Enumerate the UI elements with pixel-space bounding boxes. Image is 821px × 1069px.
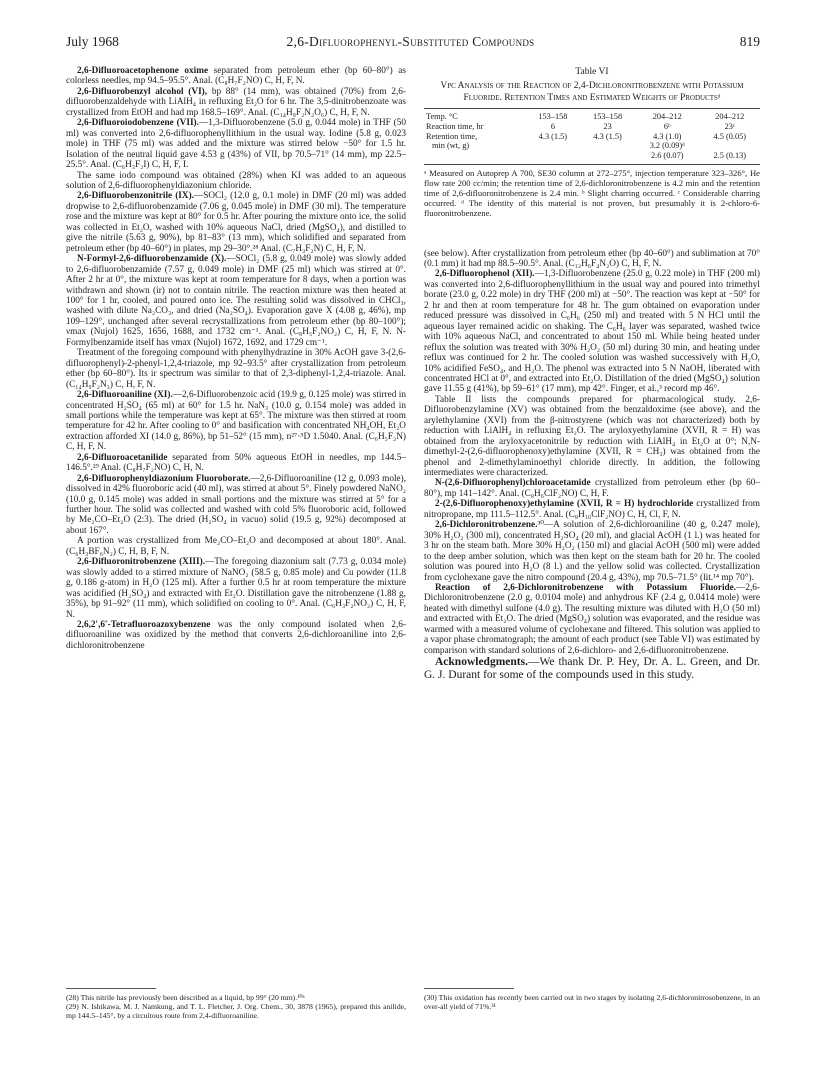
table-cell: 4.3 (1.5) [593,131,622,141]
paragraph-text: Treatment of the foregoing compound with phenylhydrazine in 30% AcOH gave 3-(2,6-difluorophenyl)-2-phenyl-1,2,4-triazole, mp 92–93.5° after crystallization from petroleum ether (bp 60–80°). Its ir spectrum was similar to that of 2,3-diphenyl-1,2,4-triazole. Anal. (C₁₄H₉F₂N₃) C, H, F, N. [66,348,406,390]
paragraph-heading: 2,6-Difluorobenzonitrile (IX). [77,191,194,202]
table-cell: 6ᵇ [663,121,671,131]
paragraph [424,269,760,394]
footnote-rule-right [424,988,514,989]
right-column-text [424,249,760,657]
table-cell: Retention time, [426,131,478,141]
paragraph-heading: N-Formyl-2,6-difluorobenzamide (X). [77,254,227,265]
table-caption: Vpc Analysis of the Reaction of 2,4-Dichloronitrobenzene with Potassium Fluoride. Retention Times and Estimated Weights of Productsᵃ [440,81,744,103]
vpc-table [424,112,760,161]
paragraph-text: —The foregoing diazonium salt (7.73 g, 0.034 mole) was slowly added to a stirred mixture of NaNO₂ (58.5 g, 0.85 mole) and Cu powder (11.8 g, 0.186 g-atom) in H₂O (125 ml). After a further 0.5 hr at room temperature the mixture was acidified (H₂SO₄) and extracted with Et₂O. Distillation gave the nitrobenzene (1.88 g, 35%), bp 91–92° (11 mm), which solidified on cooling to 0°. Anal. (C₆H₃F₂NO₂) C, H, F, N. [66,557,406,620]
footnotes-right [424,993,760,1011]
paragraph-text: The same iodo compound was obtained (28%) when KI was added to an aqueous solution of 2,6-difluorophenyldiazonium chloride. [66,170,406,191]
paragraph-text: —SOCl₂ (5.8 g, 0.049 mole) was slowly added to 2,6-difluorobenzamide (7.57 g, 0.049 mole) in DMF (25 ml) which was stirred at 0°. After 2 hr at 0°, the mixture was kept at room temperature for 8 days, when a portion was withdrawn and shown (ir) not to contain nitrile. The reaction mixture was then heated at 100° for 1 hr, cooled, and poured onto ice. The resulting solid was dissolved in CHCl₃, washed with dilute Na₂CO₃, and dried (Na₂SO₄). Evaporation gave X (4.08 g, 46%), mp 109–129°, unchanged after several recrystallizations from petroleum ether (bp 80–100°); νmax (Nujol) 1625, 1656, 1688, and 1732 cm⁻¹. Anal. (C₈H₅F₂NO₂) C, H, F, N. N-Formylbenzamide itself has νmax (Nujol) 1672, 1692, and 1729 cm⁻¹. [66,254,406,348]
paragraph-text: —SOCl₂ (12.0 g, 0.1 mole) in DMF (20 ml) was added dropwise to 2,6-difluorobenzamide (7.06 g, 0.045 mole) in DMF (30 ml). The temperature rose and the mixture was kept at 80° for 0.5 hr. After pouring the mixture onto ice, the solid was collected in Et₂O, washed with 10% aqueous NaCl, dried (MgSO₄), and distilled to give the nitrile (5.63 g, 90%), bp 81–83° (13 mm), which solidified and separated from petroleum ether (bp 40–60°) in plates, mp 29–30°.²⁸ Anal. (C₇H₃F₂N) C, H, F, N. [66,191,406,254]
paragraph-heading: 2,6-Difluoronitrobenzene (XIII). [77,557,206,568]
paragraph [66,254,406,348]
table-vi [424,66,760,219]
table-cell: 3.2 (0.09)ᵈ [649,141,685,151]
page-number: 819 [739,34,760,49]
paragraph-heading: 2,6-Difluorobenzyl alcohol (VI), [77,86,208,97]
footnotes-left [66,993,406,1021]
acknowledgments-text: —We thank Dr. P. Hey, Dr. A. L. Green, and Dr. G. J. Durant for some of the compounds used in this study. [424,656,760,682]
table-row-reaction-time [424,122,760,132]
table-cell: 4.3 (1.5) [538,131,568,141]
table-row-retention-1 [424,132,760,142]
table-cell [526,141,581,151]
table-row-temp [424,112,760,122]
paragraph [66,348,406,390]
paragraph [66,191,406,254]
paragraph [66,66,406,87]
spacer [424,219,760,249]
table-cell [580,151,635,161]
paragraph-heading: 2,6-Difluoroacetanilide [77,452,168,463]
table-title: Table VI [575,67,609,77]
paragraph [424,583,760,656]
table-row-retention-2 [424,141,760,151]
table-cell: 2.6 (0.07) [650,151,684,161]
left-column [66,66,406,651]
table-rule-top [424,108,760,109]
paragraph-text: separated from 50% aqueous EtOH in needles, mp 144.5–146.5°.²⁹ Anal. (C₈H₇F₂NO) C, H, N. [66,452,406,474]
paragraph-text: crystallized from nitropropane, mp 111.5–112.5°. Anal. (C₈H₁₀ClF₂NO) C, H, Cl, F, N. [424,499,760,520]
paragraph-text: crystallized from petroleum ether (bp 60–80°), mp 141–142°. Anal. (C₈H₆ClF₂NO) C, H, F. [424,478,760,499]
footnote: (30) This oxidation has recently been carried out in two stages by isolating 2,6-dichloronitrosobenzene, in an over-all yield of 71%.³¹ [424,993,760,1012]
footnote: (28) This nitrile has previously been described as a liquid, bp 99° (20 mm).¹⁰ᵃ [66,993,305,1002]
table-cell [580,141,635,151]
paragraph [424,499,760,520]
right-column [424,66,760,683]
paragraph-heading: 2,6,2′,6′-Tetrafluoroazoxybenzene [77,620,211,631]
acknowledgments [424,656,760,683]
table-cell [700,141,760,151]
paragraph-heading: 2,6-Difluorophenol (XII). [435,269,535,280]
paragraph-heading: 2,6-Difluorophenyldiazonium Fluoroborate. [77,473,251,484]
paragraph [66,171,406,192]
paragraph-text: (see below). After crystallization from petroleum ether (bp 40–60°) and sublimation at 70° (0.1 mm) it had mp 88.5–90.5°. Anal. (C₁₂H₆F₄N₂O) C, H, F, N. [424,248,760,269]
paragraph-text: —2,6-Dichloronitrobenzene (2.0 g, 0.0104 mole) and anhydrous KF (2.4 g, 0.0414 mole) were heated with dimethyl sulfone (4.0 g). The resulting mixture was diluted with H₂O (50 ml) and extracted with Et₂O. The dried (MgSO₄) solution was evaporated, and the residue was warmed with a measured volume of cyclohexane and filtered. This solution was applied to a vapor phase chromatograph; the amount of each product (see Table VI) was estimated by comparison with standard solutions of 2,6-dichloro- and 2,6-difluoronitrobenzene. [424,583,761,656]
table-notes: ᵃ Measured on Autoprep A 700, SE30 column at 272–275°, injection temperature 323–326°, He flow rate 200 cc/min; the retention time of 2,6-dichloronitrobenzene is 4.2 min and the retention time of 2,6-difluoronitrobenzene is 2.4 min. ᵇ Slight charring occurred. ᶜ Considerable charring occurred. ᵈ The identity of this material is not proven, but presumably it is 2-chloro-6-fluoronitrobenzene. [424,167,760,218]
paragraph-text: —1,3-Difluorobenzene (25.0 g, 0.22 mole) in THF (200 ml) was converted into 2,6-difluorophenyllithium in the usual way and poured into trimethyl borate (23.0 g, 0.22 mole) in dry THF (200 ml) at −50°. The reaction was kept at −50° for 2 hr and then at room temperature for 48 hr. The gum obtained on evaporation under reduced pressure was dissolved in C₆H₆ (250 ml) and treated with 5 N HCl until the aqueous layer remained acidic on shaking. The C₆H₆ layer was separated, washed twice with 10% aqueous NaCl, and concentrated to about 150 ml. While being heated under reflux the solution was treated with 30% H₂O₂ (50 ml) during 30 min, and heating under reflux was continued for 2 hr. The cooled solution was washed successively with H₂O, 10% acidified FeSO₄, and H₂O. The phenol was extracted into 5 N NaOH, liberated with concentrated HCl at 0°, and extracted into Et₂O. Distillation of the dried (MgSO₄) solution gave 11.55 g (41%), bp 59–61° (17 mm), mp 42°. Finger, et al.,³ record mp 46°. [424,269,760,395]
acknowledgments-heading: Acknowledgments. [435,656,528,669]
paragraph-heading: 2,6-Difluoroiodobenzene (VII). [77,118,199,129]
footnote: (29) N. Ishikawa, M. J. Namkung, and T. L. Fletcher, J. Org. Chem., 30, 3878 (1965), prepared this anilide, mp 144.5–145°, by a circuitous route from 2,4-difluoroaniline. [66,1002,406,1021]
paragraph-text: bp 88° (14 mm), was obtained (70%) from 2,6-difluorobenzaldehyde with LiAlH₄ in refluxing Et₂O for 6 hr. The 3,5-dinitrobenzoate was crystallized from EtOH and had mp 168.5–169°. Anal. (C₁₄H₈F₂N₂O₆) C, H, F, N. [66,86,407,118]
table-row-retention-3 [424,151,760,161]
paragraph [424,249,760,270]
paragraph-text: —1,3-Difluorobenzene (5.0 g, 0.044 mole) in THF (50 ml) was converted into 2,6-difluorophenyllithium in the usual way. Iodine (5.8 g, 0.023 mole) in THF (75 ml) was added and the mixture was stirred below −50° for 1.5 hr. Isolation of the neutral liquid gave 4.53 g (43%) of VII, bp 70.5–71° (14 mm), mp 22.5–25.5°. Anal. (C₆H₃F₂I) C, H, F, I. [66,118,406,171]
paragraph-text: A portion was crystallized from Me₂CO–Et₂O and decomposed at about 180°. Anal. (C₆H₃BF₆N₂) C, H, B, F, N. [66,536,406,557]
paragraph-heading: 2,6-Dichloronitrobenzene. [435,520,538,531]
table-rule-bottom [424,164,760,165]
table-cell: min (wt, g) [432,141,470,151]
table-cell: 204–212 [652,112,682,121]
paragraph [66,87,406,118]
paragraph-text: ³⁰—A solution of 2,6-dichloroaniline (40 g, 0.247 mole), 30% H₂O₂ (300 ml), concentrated H₂SO₄ (20 ml), and glacial AcOH (1 l.) was heated for 3 hr on the steam bath. More 30% H₂O₂ (150 ml) and glacial AcOH (500 ml) were added to the deep amber solution, which was then kept on the steam bath for 20 hr. The cooled solution was poured into H₂O (8 l.) and the yellow solid was collected. Crystallization from cyclohexane gave the nitro compound (20.4 g, 43%), mp 70.5–71.5° (lit.¹⁴ mp 70°). [424,520,760,583]
paragraph [66,557,406,620]
running-title: 2,6-Difluorophenyl-Substituted Compounds [286,34,535,49]
table-cell: 153–158 [593,112,623,121]
paragraph [66,536,406,557]
paragraph [424,520,760,583]
paragraph-text: —2,6-Difluoroaniline (12 g, 0.093 mole), dissolved in 42% fluoroboric acid (40 ml), was stirred at about 5°. Finely powdered NaNO₂ (10.0 g, 0.145 mole) was added in small portions and the mixture was stirred at 5° for a further hour. The solid was collected and washed with cold 5% fluoroboric acid, followed by Me₂CO–Et₂O (2:3). The dried (H₂SO₄ in vacuo) solid (19.5 g, 92%) decomposed at about 167°. [66,473,407,536]
table-cell: 6 [550,121,555,131]
paragraph-heading: 2,6-Difluoroacetophenone oxime [77,66,209,76]
paragraph-text: separated from petroleum ether (bp 60–80°) as colorless needles, mp 94.5–95.5°. Anal. (C₈H₇F₂NO) C, H, F, N. [66,66,406,87]
paragraph [66,390,406,453]
table-cell: 23 [603,121,612,131]
table-cell: 4.3 (1.0) [653,131,682,141]
table-cell: 4.5 (0.05) [713,131,747,141]
paragraph [424,478,760,499]
table-cell [526,151,581,161]
paragraph-heading: 2-(2,6-Difluorophenoxy)ethylamine (XVII, R = H) hydrochloride [435,499,694,510]
table-cell [424,151,526,161]
footnote-rule-left [66,988,156,989]
paragraph [424,395,760,479]
paragraph-heading: N-(2,6-Difluorophenyl)chloroacetamide [435,478,591,489]
paragraph-text: was the only compound isolated when 2,6-difluoroaniline was oxidized by the method that converts 2,6-dichloroaniline into 2,6-dichloronitrobenzene [66,620,406,651]
running-date: July 1968 [66,34,119,49]
table-cell: Reaction time, hr [426,121,484,131]
paragraph-heading: Reaction of 2,6-Dichloronitrobenzene with Potassium Fluoride. [435,583,737,594]
paragraph-text: —2,6-Difluorobenzoic acid (19.9 g, 0.125 mole) was stirred in concentrated H₂SO₄ (65 ml) at 60° for 1.5 hr. NaN₃ (10.0 g, 0.154 mole) was added in small portions while the temperature was kept at 65°. The mixture was then stirred at room temperature for 42 hr. After cooling to 0° and basification with concentrated NH₄OH, Et₂O extraction afforded XI (14.0 g, 86%), bp 51–52° (15 mm), n²⁷·⁵D 1.5040. Anal. (C₆H₅F₂N) C, H, F, N. [66,390,406,453]
paragraph [66,453,406,474]
table-cell: 23ᶜ [724,121,735,131]
paragraph [66,474,406,537]
table-cell: 204–212 [715,112,745,121]
table-cell: 2.5 (0.13) [713,151,747,161]
paragraph-text: Table II lists the compounds prepared for pharmacological study. 2,6-Difluorobenzylamine (XV) was obtained from the benzaldoxime (see above), and the arylethylamine (XVI) from the β-nitrostyrene (which was not characterized) both by reduction with LiAlH₄ in refluxing Et₂O. The aryloxyethylamine (XVII, R = H) was obtained from the aryloxyacetonitrile by reduction with LiAlH₄ in Et₂O at 0°; N,N-dimethyl-2-(2,6-difluorophenoxy)ethylamine (XVII, R = CH₃) was obtained from the phenol and 2-dimethylaminoethyl chloride directly. In addition, the following intermediates were characterized. [424,394,760,479]
paragraph [66,118,406,170]
table-cell: Temp. °C [426,112,458,121]
paragraph-heading: 2,6-Difluoroaniline (XI). [77,390,173,401]
table-cell: 153–158 [538,112,568,121]
paragraph [66,620,406,651]
